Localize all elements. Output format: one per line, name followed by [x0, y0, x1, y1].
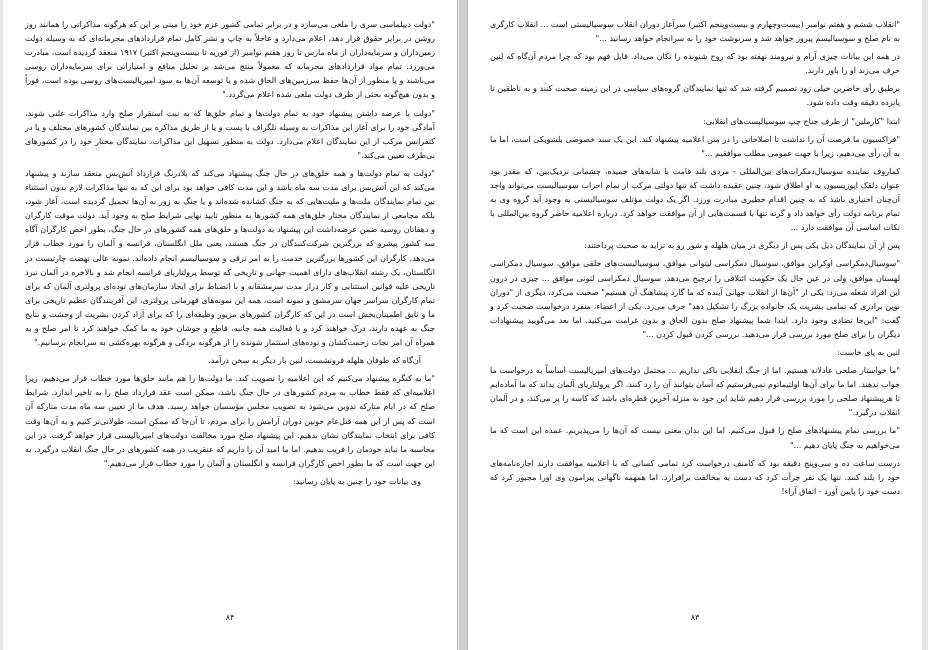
- paragraph: "دولت با عرضه داشتن پیشنهاد خود به تمام دولت‌ها و تمام خلق‌ها که به نیت استقرار صلح وارد مذاکرات علنی شوند، آمادگی خود را برای آغاز این مذاکرات به وسیله تلگراف یا پست و یا از طریق مذاکره بین نمایندگان کشورهای مختلف و یا در کنفرانس مرکب از این نمایندگان اعلام می‌دارد. دولت به منظور تسهیل این مذاکرات، نمایندگان مختار خود را در کشورهای بی‌طرف تعیین می‌کند.": [25, 108, 435, 160]
- right-page: [467, 0, 922, 650]
- book-gutter: [459, 0, 467, 650]
- paragraph: "دولت به تمام دولت‌ها و همه خلق‌های در حال جنگ پیشنهاد می‌کند که بلادرنگ قرارداد آتش‌بس منعقد سازند و پیشنهاد می‌کند که این آتش‌بس برای مدت سه ماه باشد و این مدت کافی خواهد بود برای این که به تنها مذاکرات لازم بدون استثناء بین تمام نمایندگان ملت‌ها و ملیت‌هایی که به جنگ کشانده شده‌اند و یا جنگ به زور به آن‌ها تحمیل گردیده است، آغاز شود، بلکه مجامعی از نمایندگان مختار خلق‌های همه کشورها به منظور تایید نهایی شرایط صلح به وجود آید. دولت موقت کارگران و دهقانان روسیه ضمن عرضه‌داشت این پیشنهاد به دولت‌ها و خلق‌های همه کشورهای در حال جنگ، بطور اخص کارگران آگاه سه کشور پیشرو که بزرگترین شرکت‌کنندگان در جنگ هستند، یعنی ملل انگلستان، فرانسه و آلمان را مورد خطاب قرار می‌دهد. کارگران این کشورها بزرگترین خدمت را به امر ترقی و سوسیالیسم انجام داده‌اند. نمونه عالی نهضت چارتیست در انگلستان، یک رشته انقلاب‌های دارای اهمیت جهانی و تاریخی که توسط پرولتاریای فرانسه انجام شد و بالاخره در آلمان نبرد تاریخی علیه قوانین استثنایی و کار دراز مدت سرمشقانه و با انضباط برای ایجاد سازمان‌های توده‌ای پرولتری آلمان که برای تمام کارگران سراسر جهان سرمشق و نمونه است، همه این نمونه‌های قهرمانی پرولتری، این آفرینندگان عظیم تاریخی برای ما و ثابق اطمینان‌بخش است در این که کارگران کشورهای مزبور وظیفه‌ای را که برای آزاد کردن بشریت از وحشت و نتایج جنگ به عهده دارند، درک خواهند کرد و با فعالیت همه جانبه، قاطع و جوشان خود به ما کمک خواهند کرد تا امر صلح و به همراه آن امر نجات زحمت‌کشان و توده‌های استثمار شونده را از هرگونه بردگی و هرگونه بهره‌کشی به سرانجام برسانیم.": [25, 168, 435, 348]
- left-page-text: [25, 18, 435, 489]
- paragraph: "سوسیال‌دمکراسی اوکراین موافق، سوسیال دمکراسی لیتوانی موافق، سوسیالیست‌های خلقی موافق، سوسیال دمکراسی لهستان موافق، ولی در عین حال یک حکومت ائتلافی را ترجیح می‌دهد. سوسیال دمکراسی لتونی موافق ... چیزی در درون این افراد شعله می‌زد: یکی از "آن‌ها از انقلاب جهانی آینده که ما گارد پیشاهنگ آن هستیم" صحبت می‌کرد، دیگری از "دوران نوین برادری که تمامی بشریت یک خانواده بزرگ را تشکیل دهد" حرف می‌زد. یکی از اعضاء، منفرد درخواست صحبت کرد و گفت: "این‌جا تضادی وجود دارد. ابتدا شما پیشنهاد صلح بدون الحاق و بدون غرامت می‌کنید. اما بعد می‌گویید پیشنهادات دیگران را برای صلح مورد بررسی قرار می‌دهید. بررسی کردن قبول کردن ...": [490, 259, 900, 339]
- paragraph: "ما به کنگره پیشنهاد می‌کنیم که این اعلامیه را تصویب کند. ما دولت‌ها را هم مانند خلق‌ها مورد خطاب قرار می‌دهیم، زیرا اعلامیه‌ای که فقط خطاب به مردم کشورهای در حال جنگ باشد، ممکن است عقد قرارداد صلح را به تاخیر اندازد. شرایط صلح که در ایام متارکه تدوین می‌شود به تصویب مجلس مؤسسان خواهد رسید. هدف ما از تعیین سه ماه مدت متارکه آن است که پس از این همه قتل‌عام خونین دوران آرامش را برای مردم، تا آن‌جا که ممکن است، طولانی‌تر کنیم و به آن‌ها وقت کافی برای انتخاب نمایندگان نشان بدهیم. این پیشنهاد صلح مورد مخالفت دولت‌های امپریالیستی قرار خواهد گرفت. در این محاسبه ما نباید خودمان را فریب بدهیم. اما ما امید آن را داریم که عنقریب در همه کشورهای در حال جنگ انقلاب درگیرد. به این جهت است که ما بطور اخص کارگران فرانسه و انگلستان و آلمان را مورد خطاب قرار می‌دهیم.": [25, 374, 435, 468]
- left-page: [3, 0, 458, 650]
- paragraph: آن‌گاه که طوفان هلهله فرونشست، لنین بار دیگر به سخن درآمد.: [208, 356, 421, 366]
- paragraph: برطبق رأی حاضرین خیلی زود تصمیم گرفته شد که تنها نمایندگان گروه‌های سیاسی در این زمینه صحبت کنند و به ناطقین تا پانزده دقیقه وقت داده شود.: [490, 84, 900, 108]
- paragraph: "دولت دیپلماسی سری را ملغی می‌سازد و در برابر تمامی کشور عزم خود را مبنی بر این که هرگونه مذاکراتی را همانند روز روشن در برابر حقوق قرار دهد، اعلام می‌دارد و عاجلاً به چاپ و نشر کامل تمام قراردادهای محرمانه‌ای که به وسیله دولت زمین‌داران و سرمایه‌داران از ماه مارس تا روز هفتم نوامبر (از فوریه تا بیست‌وپنجم اکتبر) ۱۹۱۷ منعقد گردیده است، مبادرت می‌ورزد. تمام مواد قراردادهای محرمانه که معمولاً منتج می‌شد بر تحلیل منافع و امتیازاتی برای سرمایه‌داران روسی می‌باشند و یا منظور از آن‌ها حفظ سرزمین‌های الحاق شده و یا توسعه آن‌ها به سود امپریالیست‌های روسی بوده است، فوراً و بدون هیچ‌گونه بحثی از طرف دولت ملغی شده اعلام می‌گردد.": [25, 20, 436, 100]
- paragraph: در همه این بیانات چیزی آرام و نیرومند نهفته بود که روح شنونده را تکان می‌داد. قابل فهم بود که چرا مردم آن‌گاه که لنین حرف می‌زند او را باور دارند.: [490, 52, 900, 76]
- page-number: ۸۳: [690, 613, 700, 622]
- paragraph: کماروف نماینده سوسیال‌دمکرات‌های بین‌المللی - مردی بلند قامت با شانه‌های خمیده، چشمانی نزدیک‌بین، که مقدر بود عنوان دلقک اپوزیسیون به او اطلاق شود، چنین عقیده داشت که تنها دولتی مرکب از تمام احزاب سوسیالیست می‌تواند واجد آن‌چنان اختیاری باشد که به چنین اقدام خطیری مبادرت ورزد. اگر یک دولت مؤتلف سوسیالیستی به وجود آید گروه وی به تمام برنامه دولت رأی خواهد داد و گرنه تنها با قسمت‌هایی از آن موافقت خواهد کرد. درباره اعلامیه حاضر گروه بین‌المللی با نکات اساسی آن موافقت دارد ...: [490, 166, 900, 233]
- paragraph: "فراکسیون ما فرصت آن را نداشت تا اصلاحاتی را در متن اعلامیه پیشنهاد کند. این یک سند خصوصی بلشویکی است، اما ما به آن رأی می‌دهیم، زیرا با جهت عمومی مطلب موافقیم ...": [490, 134, 901, 158]
- paragraph: "ما خواستار صلحی عادلانه هستیم. اما از جنگ انقلابی باکی نداریم ... محتمل دولت‌های امپریالیست اساساً به درخواست ما جواب ندهند. اما ما برای آن‌ها اولتیماتوم نمی‌فرستیم که آسان بتوانند آن را رد کنند. اگر پرولتاریای آلمان بداند که ما آماده‌ایم تا هرپیشنهاد صلحی را مورد بررسی قرار دهیم شاید این خود به منزله آخرین قطره‌ای باشد که کاسه را پر می‌کند، و در آلمان انقلاب درگیرد.": [490, 366, 900, 418]
- paragraph: "انقلاب ششم و هفتم نوامبر (بیست‌وچهارم و بیست‌وپنجم اکتبر) سرآغاز دوران انقلاب سوسیالیستی است ... انقلاب کارگری به نام صلح و سوسیالیسم پیروز خواهد شد و سرنوشت خود را به سرانجام خواهد رسانید ...": [490, 20, 900, 44]
- paragraph: وی بیانات خود را چنین به پایان رسانید:: [292, 476, 421, 486]
- page-number: ۸۴: [225, 613, 235, 622]
- paragraph: پس از آن نمایندگان ذیل یکی پس از دیگری در میان هلهله و شور رو به تزاید به صحبت پرداختند:: [584, 241, 900, 251]
- right-page-text: [490, 18, 900, 499]
- paragraph: درست ساعت ده و سی‌وپنج دقیقه بود که کامنف درخواست کرد تمامی کسانی که با اعلامیه موافقت دارند اجازه‌نامه‌های خود را بلند کنند. تنها یک نفر جرأت کرد که دست به مخالفت برافرازد. اما همهمه ناگهانی پیرامون وی اورا مجبور کرد که دست خود را پایین آورد - اتفاق آراء!: [490, 458, 900, 496]
- paragraph: ابتدا "کارملین" از طرف جناح چپ سوسیالیست‌های انقلابی:: [703, 116, 900, 126]
- paragraph: لنین به پای خاست:: [836, 347, 900, 357]
- paragraph: "ما بررسی تمام پیشنهادهای صلح را قبول می‌کنیم. اما این بدان معنی نیست که آن‌ها را می‌پذیریم. عمده این است که ما می‌خواهیم به جنگ پایان دهیم ...": [490, 426, 900, 450]
